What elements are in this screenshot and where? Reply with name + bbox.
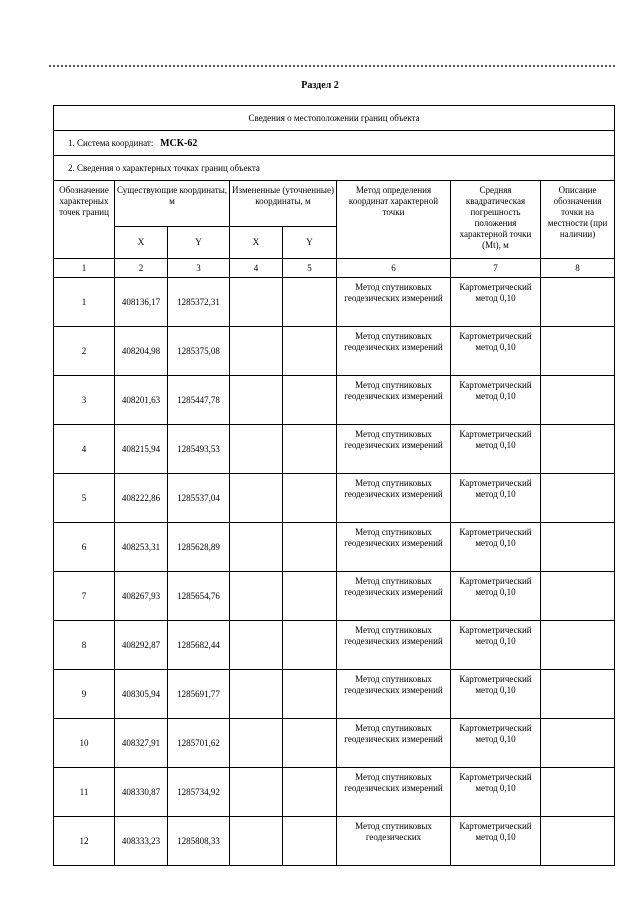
changed-y-cell bbox=[283, 817, 337, 866]
table-row bbox=[54, 376, 615, 425]
column-number: 6 bbox=[337, 259, 451, 278]
description-cell bbox=[541, 719, 615, 768]
point-id-cell: 8 bbox=[54, 621, 115, 670]
column-number: 4 bbox=[230, 259, 283, 278]
changed-x-cell bbox=[230, 817, 283, 866]
point-id-cell: 4 bbox=[54, 425, 115, 474]
description-cell bbox=[541, 327, 615, 376]
header-changed-coords: Измененные (уточненные) координаты, м bbox=[230, 181, 337, 227]
coord-system-row bbox=[54, 131, 615, 156]
column-number-row bbox=[54, 259, 615, 278]
existing-y-cell: 1285372,31 bbox=[168, 278, 230, 327]
changed-x-cell bbox=[230, 768, 283, 817]
accuracy-cell: Картометрический метод 0,10 bbox=[451, 817, 541, 866]
column-number: 1 bbox=[54, 259, 115, 278]
existing-x-cell: 408330,87 bbox=[115, 768, 168, 817]
changed-y-cell bbox=[283, 474, 337, 523]
column-number: 8 bbox=[541, 259, 615, 278]
header-changed-y: Y bbox=[283, 227, 337, 259]
method-cell: Метод спутниковых геодезических измерений bbox=[337, 670, 451, 719]
header-existing-x: X bbox=[115, 227, 168, 259]
description-cell bbox=[541, 768, 615, 817]
existing-y-cell: 1285654,76 bbox=[168, 572, 230, 621]
coord-system-label: 1. Система координат: bbox=[68, 137, 154, 148]
method-cell: Метод спутниковых геодезических измерений bbox=[337, 768, 451, 817]
point-id-cell: 10 bbox=[54, 719, 115, 768]
changed-x-cell bbox=[230, 621, 283, 670]
table-row bbox=[54, 572, 615, 621]
table-row bbox=[54, 327, 615, 376]
existing-x-cell: 408204,98 bbox=[115, 327, 168, 376]
section-title: Раздел 2 bbox=[301, 80, 339, 91]
method-cell: Метод спутниковых геодезических измерений bbox=[337, 572, 451, 621]
description-cell bbox=[541, 817, 615, 866]
header-existing-y: Y bbox=[168, 227, 230, 259]
existing-y-cell: 1285734,92 bbox=[168, 768, 230, 817]
changed-x-cell bbox=[230, 523, 283, 572]
method-cell: Метод спутниковых геодезических измерений bbox=[337, 621, 451, 670]
changed-y-cell bbox=[283, 719, 337, 768]
point-id-cell: 7 bbox=[54, 572, 115, 621]
method-cell: Метод спутниковых геодезических измерений bbox=[337, 278, 451, 327]
existing-x-cell: 408201,63 bbox=[115, 376, 168, 425]
coord-system-value: МСК-62 bbox=[160, 137, 198, 149]
existing-y-cell: 1285701,62 bbox=[168, 719, 230, 768]
changed-x-cell bbox=[230, 327, 283, 376]
column-number: 5 bbox=[283, 259, 337, 278]
changed-y-cell bbox=[283, 278, 337, 327]
existing-y-cell: 1285628,89 bbox=[168, 523, 230, 572]
point-id-cell: 12 bbox=[54, 817, 115, 866]
point-id-cell: 9 bbox=[54, 670, 115, 719]
header-description: Описание обозначения точки на местности (при наличии) bbox=[541, 181, 615, 259]
table-row bbox=[54, 474, 615, 523]
existing-y-cell: 1285493,53 bbox=[168, 425, 230, 474]
table-row bbox=[54, 278, 615, 327]
method-cell: Метод спутниковых геодезических измерений bbox=[337, 376, 451, 425]
existing-x-cell: 408253,31 bbox=[115, 523, 168, 572]
changed-y-cell bbox=[283, 768, 337, 817]
header-accuracy: Средняя квадратическая погрешность положения характерной точки (Mt), м bbox=[451, 181, 541, 259]
accuracy-cell: Картометрический метод 0,10 bbox=[451, 327, 541, 376]
existing-x-cell: 408267,93 bbox=[115, 572, 168, 621]
accuracy-cell: Картометрический метод 0,10 bbox=[451, 768, 541, 817]
existing-y-cell: 1285691,77 bbox=[168, 670, 230, 719]
table-row bbox=[54, 523, 615, 572]
description-cell bbox=[541, 474, 615, 523]
existing-x-cell: 408215,94 bbox=[115, 425, 168, 474]
header-point-id: Обозначение характерных точек границ bbox=[54, 181, 115, 259]
description-cell bbox=[541, 278, 615, 327]
changed-x-cell bbox=[230, 278, 283, 327]
existing-x-cell: 408333,23 bbox=[115, 817, 168, 866]
point-id-cell: 6 bbox=[54, 523, 115, 572]
table-row bbox=[54, 621, 615, 670]
method-cell: Метод спутниковых геодезических измерений bbox=[337, 327, 451, 376]
existing-x-cell: 408292,87 bbox=[115, 621, 168, 670]
changed-x-cell bbox=[230, 425, 283, 474]
changed-y-cell bbox=[283, 327, 337, 376]
method-cell: Метод спутниковых геодезических измерений bbox=[337, 719, 451, 768]
point-id-cell: 11 bbox=[54, 768, 115, 817]
existing-y-cell: 1285375,08 bbox=[168, 327, 230, 376]
point-id-cell: 1 bbox=[54, 278, 115, 327]
existing-x-cell: 408327,91 bbox=[115, 719, 168, 768]
accuracy-cell: Картометрический метод 0,10 bbox=[451, 572, 541, 621]
header-existing-coords: Существующие координаты, м bbox=[115, 181, 230, 227]
top-dotted-rule bbox=[49, 65, 615, 67]
changed-y-cell bbox=[283, 572, 337, 621]
changed-y-cell bbox=[283, 670, 337, 719]
column-number: 7 bbox=[451, 259, 541, 278]
table-row bbox=[54, 817, 615, 866]
existing-y-cell: 1285537,04 bbox=[168, 474, 230, 523]
accuracy-cell: Картометрический метод 0,10 bbox=[451, 425, 541, 474]
point-id-cell: 3 bbox=[54, 376, 115, 425]
existing-x-cell: 408222,86 bbox=[115, 474, 168, 523]
method-cell: Метод спутниковых геодезических bbox=[337, 817, 451, 866]
existing-x-cell: 408136,17 bbox=[115, 278, 168, 327]
accuracy-cell: Картометрический метод 0,10 bbox=[451, 474, 541, 523]
changed-y-cell bbox=[283, 621, 337, 670]
changed-x-cell bbox=[230, 670, 283, 719]
point-id-cell: 5 bbox=[54, 474, 115, 523]
accuracy-cell: Картометрический метод 0,10 bbox=[451, 719, 541, 768]
description-cell bbox=[541, 425, 615, 474]
boundary-points-table bbox=[53, 105, 615, 866]
existing-y-cell: 1285808,33 bbox=[168, 817, 230, 866]
accuracy-cell: Картометрический метод 0,10 bbox=[451, 670, 541, 719]
description-cell bbox=[541, 572, 615, 621]
description-cell bbox=[541, 621, 615, 670]
table-row bbox=[54, 670, 615, 719]
changed-x-cell bbox=[230, 474, 283, 523]
description-cell bbox=[541, 670, 615, 719]
changed-y-cell bbox=[283, 376, 337, 425]
changed-x-cell bbox=[230, 719, 283, 768]
accuracy-cell: Картометрический метод 0,10 bbox=[451, 621, 541, 670]
existing-y-cell: 1285682,44 bbox=[168, 621, 230, 670]
description-cell bbox=[541, 523, 615, 572]
column-number: 2 bbox=[115, 259, 168, 278]
accuracy-cell: Картометрический метод 0,10 bbox=[451, 376, 541, 425]
column-number: 3 bbox=[168, 259, 230, 278]
existing-x-cell: 408305,94 bbox=[115, 670, 168, 719]
method-cell: Метод спутниковых геодезических измерений bbox=[337, 523, 451, 572]
changed-y-cell bbox=[283, 523, 337, 572]
table-title: Сведения о местоположении границ объекта bbox=[54, 106, 615, 131]
header-method: Метод определения координат характерной точки bbox=[337, 181, 451, 259]
description-cell bbox=[541, 376, 615, 425]
method-cell: Метод спутниковых геодезических измерений bbox=[337, 474, 451, 523]
accuracy-cell: Картометрический метод 0,10 bbox=[451, 523, 541, 572]
changed-x-cell bbox=[230, 572, 283, 621]
header-changed-x: X bbox=[230, 227, 283, 259]
table-row bbox=[54, 768, 615, 817]
accuracy-cell: Картометрический метод 0,10 bbox=[451, 278, 541, 327]
table-row bbox=[54, 425, 615, 474]
points-section-title: 2. Сведения о характерных точках границ объекта bbox=[54, 156, 615, 181]
changed-y-cell bbox=[283, 425, 337, 474]
existing-y-cell: 1285447,78 bbox=[168, 376, 230, 425]
changed-x-cell bbox=[230, 376, 283, 425]
point-id-cell: 2 bbox=[54, 327, 115, 376]
method-cell: Метод спутниковых геодезических измерений bbox=[337, 425, 451, 474]
table-row bbox=[54, 719, 615, 768]
